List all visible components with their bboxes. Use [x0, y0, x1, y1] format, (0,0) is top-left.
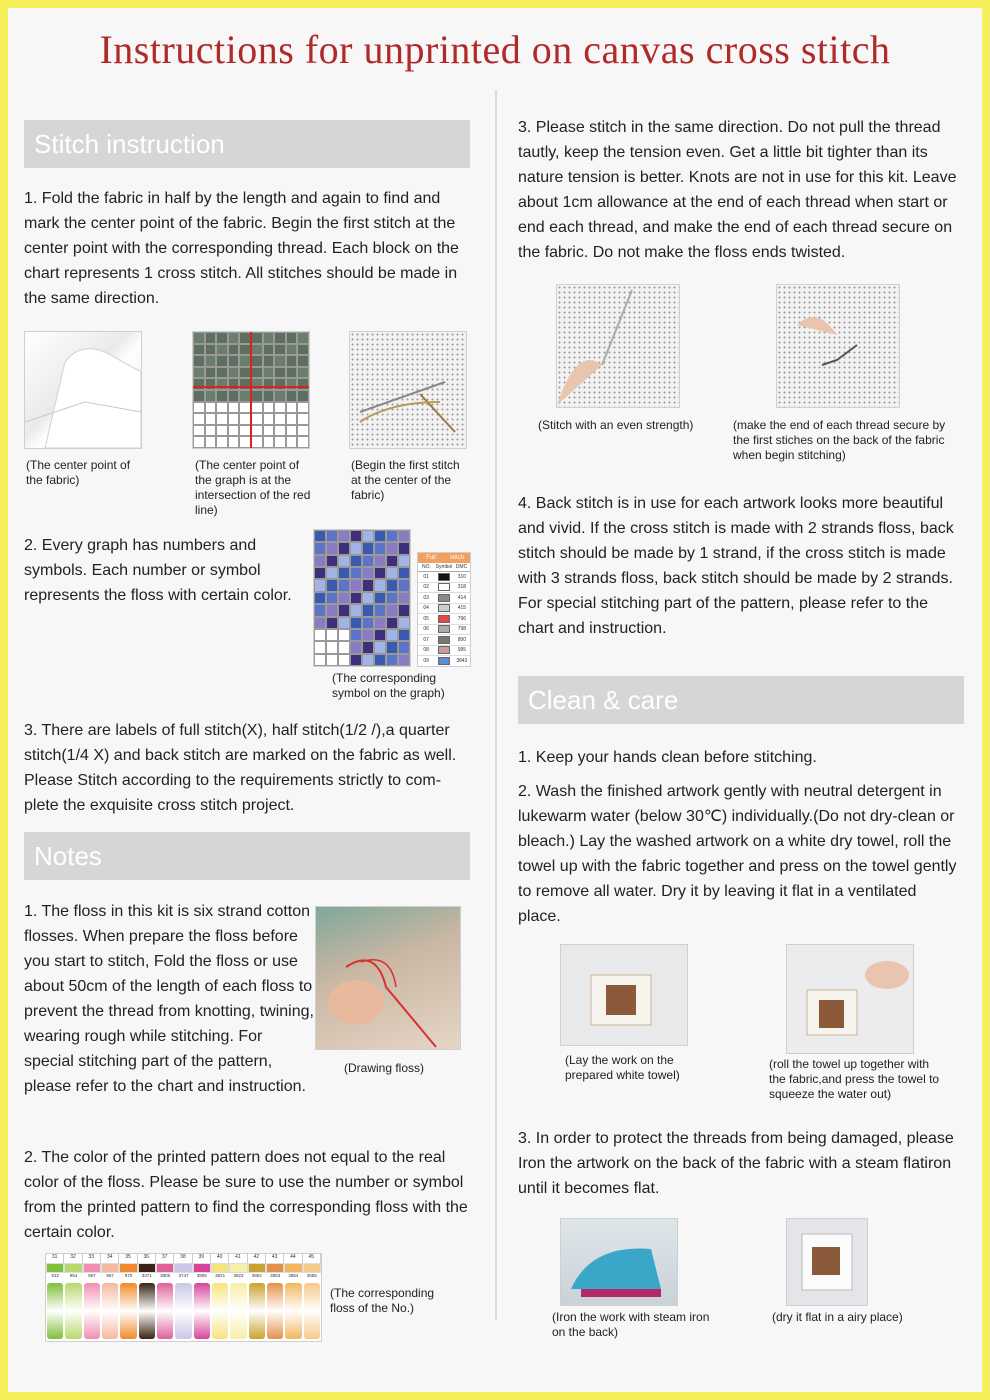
floss-dmc-number: 3821: [215, 1273, 226, 1278]
floss-dmc-number: 957: [88, 1273, 96, 1278]
symbol-cell: [386, 617, 398, 629]
table-header-full: Full: [426, 555, 436, 561]
row-dmc: 414: [457, 594, 467, 601]
dry-flat-image: [786, 1218, 868, 1306]
symbol-cell: [326, 567, 338, 579]
caption-center-graph: (The center point of the graph is at the intersection of the red line): [195, 458, 311, 517]
symbol-cell: [338, 592, 350, 604]
folded-fabric-image: [24, 331, 142, 449]
symbol-cell: [362, 641, 374, 653]
floss-swatch: [83, 1263, 101, 1273]
row-number: 01: [423, 573, 429, 580]
symbol-graph-image: [313, 529, 411, 667]
roll-towel-drawing: [787, 945, 913, 1053]
floss-skein: [212, 1283, 228, 1339]
floss-swatch: [211, 1263, 229, 1273]
symbol-cell: [350, 641, 362, 653]
symbol-cell: [398, 604, 410, 616]
symbol-table-row: [418, 646, 470, 657]
symbol-table-row: [418, 625, 470, 636]
symbol-table-header: [418, 553, 470, 563]
row-symbol-swatch: [438, 604, 450, 612]
floss-dmc-number: 3823: [233, 1273, 244, 1278]
symbol-table-row: [418, 635, 470, 646]
floss-skein: [304, 1283, 320, 1339]
floss-dmc-number: 3371: [141, 1273, 152, 1278]
symbol-cell: [362, 617, 374, 629]
symbol-cell: [338, 654, 350, 666]
row-symbol-swatch: [438, 657, 450, 665]
floss-dmc-number: 3806: [160, 1273, 171, 1278]
floss-skein: [175, 1283, 191, 1339]
symbol-cell: [398, 654, 410, 666]
row-dmc: 796: [457, 615, 467, 622]
symbol-cell: [314, 592, 326, 604]
symbol-cell: [386, 641, 398, 653]
symbol-cell: [398, 579, 410, 591]
symbol-cell: [362, 604, 374, 616]
lay-towel-drawing: [561, 945, 687, 1045]
clean-paragraph-2: 2. Wash the finished artwork gently with neutral detergent in lukewarm water (below 30℃) individually.(Do not dry-clean or bleach.) Lay the washed artwork on a white dry towel, roll the towel up with the fabric together and press on the towel gently to remove all water. Dry it by leaving it flat in a ventilated place.: [518, 783, 957, 925]
row-dmc: 800: [457, 636, 467, 643]
symbol-cell: [326, 604, 338, 616]
instruction-sheet: [8, 8, 982, 1392]
floss-dmc-number: 970: [124, 1273, 133, 1278]
row-symbol-swatch: [438, 636, 450, 644]
caption-center-fabric: (The center point of the fabric): [26, 458, 131, 487]
floss-number: 41: [229, 1254, 247, 1263]
caption-drawing-floss: (Drawing floss): [344, 1061, 425, 1075]
clean-paragraph-3: 3. In order to protect the threads from being damaged, please Iron the artwork on the back of the fabric with a steam flatiron until it becomes flat.: [518, 1130, 954, 1197]
symbol-cell: [386, 604, 398, 616]
row-number: 02: [423, 584, 429, 591]
symbol-grid: [314, 530, 410, 666]
floss-skein: [285, 1283, 301, 1339]
symbol-cell: [314, 629, 326, 641]
row-symbol-swatch: [438, 646, 450, 654]
page-title: Instructions for unprinted on canvas cross stitch: [99, 27, 891, 72]
floss-number: 40: [211, 1254, 229, 1263]
symbol-cell: [362, 567, 374, 579]
caption-iron: (Iron the work with steam iron on the back): [552, 1310, 710, 1339]
symbol-cell: [326, 530, 338, 542]
col-no: NO.: [422, 564, 431, 570]
floss-swatches-row: [46, 1263, 321, 1273]
floss-number: 38: [174, 1254, 192, 1263]
caption-roll-towel: (roll the towel up together with the fabric,and press the towel to squeeze the water out): [769, 1057, 940, 1101]
symbol-cell: [386, 567, 398, 579]
floss-numbers-row: [46, 1254, 321, 1263]
symbol-table-row: [418, 583, 470, 594]
symbol-cell: [350, 617, 362, 629]
symbol-cell: [326, 579, 338, 591]
row-number: 09: [423, 657, 429, 664]
symbol-cell: [326, 592, 338, 604]
floss-skein: [157, 1283, 173, 1339]
symbol-cell: [314, 542, 326, 554]
symbol-cell: [398, 542, 410, 554]
row-number: 05: [423, 615, 429, 622]
clean-paragraph-1: 1. Keep your hands clean before stitching.: [518, 749, 817, 766]
row-dmc: 310: [457, 573, 467, 580]
floss-dmc-number: 912: [51, 1273, 59, 1278]
symbol-cell: [386, 542, 398, 554]
floss-dmc-number: 3852: [251, 1273, 262, 1278]
floss-dmc-number: 967: [106, 1273, 114, 1278]
floss-dmc-row: [46, 1273, 321, 1281]
symbol-cell: [326, 629, 338, 641]
floss-dmc-number: 3805: [196, 1273, 207, 1278]
symbol-cell: [374, 629, 386, 641]
floss-skeins-row: [46, 1281, 321, 1341]
symbol-cell: [314, 567, 326, 579]
row-symbol-swatch: [438, 583, 450, 591]
symbol-cell: [326, 617, 338, 629]
floss-dmc-number: 3747: [178, 1273, 189, 1278]
symbol-cell: [338, 530, 350, 542]
floss-number: 32: [64, 1254, 82, 1263]
symbol-cell: [314, 617, 326, 629]
floss-number: 43: [266, 1254, 284, 1263]
notes-paragraph-2: 2. The color of the printed pattern does not equal to the real color of the floss. Please be sure to use the number or symbol from the printed pattern to find the corresponding floss with the certain color.: [24, 1149, 468, 1241]
col-dmc: DMC: [455, 564, 468, 570]
symbol-table-row: [418, 667, 470, 668]
floss-number: 39: [193, 1254, 211, 1263]
notes-paragraph-1: 1. The floss in this kit is six strand cotton flosses. When prepare the floss before you start to stitch, Fold the floss or use about 50cm of the length of each floss to prevent the thread from knotting, twining, wearing rough while stitching. For special stitching part of the pattern, please refer to the chart and instruction.: [24, 903, 314, 1095]
column-divider: [495, 90, 497, 1320]
notes-header: Notes: [24, 832, 470, 880]
symbol-cell: [362, 530, 374, 542]
row-number: 03: [423, 594, 429, 601]
symbol-cell: [374, 617, 386, 629]
red-center-lines: [193, 332, 309, 448]
symbol-cell: [350, 579, 362, 591]
symbol-cell: [338, 641, 350, 653]
floss-swatch: [174, 1263, 192, 1273]
row-number: 07: [423, 636, 429, 643]
symbol-cell: [398, 617, 410, 629]
row-symbol-swatch: [438, 615, 450, 623]
caption-thread-secure: (make the end of each thread secure by the first stiches on the back of the fabric when begin stitching): [733, 418, 946, 462]
symbol-cell: [386, 530, 398, 542]
symbol-cell: [338, 555, 350, 567]
symbol-cell: [398, 555, 410, 567]
symbol-cell: [362, 654, 374, 666]
stitch-instruction-header: Stitch instruction: [24, 120, 470, 168]
floss-skein: [84, 1283, 100, 1339]
floss-dmc-number: 3854: [288, 1273, 299, 1278]
symbol-cell: [374, 592, 386, 604]
symbol-cell: [398, 567, 410, 579]
symbol-cell: [338, 567, 350, 579]
floss-skein: [267, 1283, 283, 1339]
floss-swatch: [229, 1263, 247, 1273]
symbol-cell: [362, 579, 374, 591]
symbol-cell: [374, 530, 386, 542]
symbol-cell: [362, 629, 374, 641]
symbol-cell: [350, 604, 362, 616]
symbol-cell: [374, 567, 386, 579]
row-symbol-swatch: [438, 625, 450, 633]
symbol-cell: [386, 629, 398, 641]
symbol-cell: [314, 654, 326, 666]
symbol-table-row: [418, 614, 470, 625]
stitch-paragraph-r4: 4. Back stitch is in use for each artwork looks more beautiful and vivid. If the cross stitch is made with 2 strands floss, back stitch should be made by 1 strand, if the cross stitch is made with 3 strands floss, back stitch should be made by 2 strands. For special stitching part of the pattern, please refer to the chart and instruction.: [518, 495, 954, 637]
dry-flat-drawing: [787, 1219, 867, 1305]
symbol-cell: [398, 592, 410, 604]
floss-swatch: [138, 1263, 156, 1273]
folded-fabric-drawing: [25, 332, 141, 448]
symbol-table-columns: [418, 563, 470, 572]
floss-number-chart: [45, 1253, 322, 1342]
symbol-cell: [362, 555, 374, 567]
symbol-cell: [362, 542, 374, 554]
caption-dry-flat: (dry it flat in a airy place): [772, 1310, 903, 1324]
caption-lay-towel: (Lay the work on the prepared white towel): [565, 1053, 680, 1082]
row-symbol-swatch: [438, 573, 450, 581]
floss-number: 36: [138, 1254, 156, 1263]
clean-care-header: Clean & care: [518, 676, 964, 724]
row-number: 06: [423, 626, 429, 633]
floss-number: 31: [46, 1254, 64, 1263]
symbol-cell: [362, 592, 374, 604]
caption-floss-no: (The corresponding floss of the No.): [330, 1286, 435, 1315]
symbol-cell: [326, 555, 338, 567]
symbol-table-row: [418, 604, 470, 615]
floss-dmc-number: 3853: [270, 1273, 281, 1278]
symbol-cell: [338, 579, 350, 591]
floss-swatch: [156, 1263, 174, 1273]
floss-skein: [102, 1283, 118, 1339]
drawing-floss-image: [315, 906, 461, 1050]
symbol-cell: [374, 579, 386, 591]
col-symbol: Symbol: [435, 564, 453, 570]
floss-skein: [120, 1283, 136, 1339]
symbol-cell: [398, 629, 410, 641]
floss-swatch: [303, 1263, 321, 1273]
floss-number: 33: [83, 1254, 101, 1263]
floss-number: 42: [248, 1254, 266, 1263]
row-symbol-swatch: [438, 594, 450, 602]
floss-number: 45: [303, 1254, 321, 1263]
symbol-table: [417, 552, 471, 667]
symbol-cell: [314, 579, 326, 591]
symbol-cell: [314, 555, 326, 567]
symbol-cell: [398, 530, 410, 542]
floss-number: 35: [119, 1254, 137, 1263]
symbol-cell: [350, 654, 362, 666]
floss-swatch: [284, 1263, 302, 1273]
floss-skein: [230, 1283, 246, 1339]
floss-dmc-number: 3855: [306, 1273, 317, 1278]
floss-swatch: [101, 1263, 119, 1273]
symbol-cell: [386, 592, 398, 604]
floss-number: 37: [156, 1254, 174, 1263]
symbol-cell: [374, 555, 386, 567]
symbol-cell: [374, 641, 386, 653]
floss-swatch: [248, 1263, 266, 1273]
floss-skein: [47, 1283, 63, 1339]
even-strength-drawing: [557, 285, 679, 407]
row-dmc: 415: [457, 605, 467, 612]
symbol-cell: [338, 542, 350, 554]
symbol-cell: [350, 530, 362, 542]
symbol-cell: [386, 579, 398, 591]
floss-swatch: [46, 1263, 64, 1273]
row-dmc: 798: [457, 626, 467, 633]
floss-skein: [65, 1283, 81, 1339]
symbol-cell: [338, 617, 350, 629]
caption-begin-stitch: (Begin the first stitch at the center of the fabric): [351, 458, 460, 502]
lay-towel-image: [560, 944, 688, 1046]
symbol-table-rows: [418, 572, 470, 667]
floss-skein: [249, 1283, 265, 1339]
symbol-cell: [374, 604, 386, 616]
row-number: 04: [423, 605, 429, 612]
floss-hand-drawing: [316, 907, 460, 1049]
symbol-cell: [350, 567, 362, 579]
row-dmc: 3843: [456, 657, 468, 664]
symbol-cell: [314, 604, 326, 616]
iron-image: [560, 1218, 678, 1306]
table-header-stitch: stitch: [449, 555, 464, 561]
stitch-paragraph-2: 2. Every graph has numbers and symbols. Each number or symbol represents the floss with certain color.: [24, 537, 292, 604]
symbol-cell: [374, 654, 386, 666]
symbol-table-row: [418, 572, 470, 583]
symbol-cell: [326, 641, 338, 653]
even-strength-image: [556, 284, 680, 408]
symbol-cell: [350, 555, 362, 567]
floss-skein: [194, 1283, 210, 1339]
floss-number: 44: [284, 1254, 302, 1263]
floss-swatch: [119, 1263, 137, 1273]
symbol-cell: [374, 542, 386, 554]
symbol-cell: [386, 654, 398, 666]
symbol-table-row: [418, 593, 470, 604]
symbol-cell: [338, 604, 350, 616]
caption-symbol: (The corresponding symbol on the graph): [332, 671, 445, 700]
thread-secure-image: [776, 284, 900, 408]
stitch-paragraph-1: 1. Fold the fabric in half by the length and again to find and mark the center point of the fabric. Begin the first stitch at the center point with the corresponding thread. Each block on the chart represents 1 cross stitch. All stitches should be made in the same direction.: [24, 190, 459, 307]
stitch-paragraph-3: 3. There are labels of full stitch(X), half stitch(1/2 /),a quarter stitch(1/4 X) and back stitch are marked on the fabric as well. Please Stitch according to the requirements strictly to com-plete the exquisite cross stitch project.: [24, 722, 457, 814]
row-number: 08: [423, 647, 429, 654]
floss-swatch: [64, 1263, 82, 1273]
needle-drawing: [350, 332, 466, 448]
roll-towel-image: [786, 944, 914, 1054]
thread-secure-drawing: [777, 285, 899, 407]
floss-swatch: [193, 1263, 211, 1273]
row-dmc: 318: [457, 584, 467, 591]
symbol-cell: [350, 629, 362, 641]
stitch-paragraph-r3: 3. Please stitch in the same direction. Do not pull the thread tautly, keep the tension even. Get a little bit tighter than its nature tension is better. Knots are not in use for this kit. Leave about 1cm allowance at the end of each thread when start or end each thread, and make the end of each thread secure on the fabric. Do not make the floss ends twisted.: [518, 119, 957, 261]
iron-drawing: [561, 1219, 677, 1305]
symbol-cell: [398, 641, 410, 653]
symbol-cell: [314, 530, 326, 542]
floss-skein: [139, 1283, 155, 1339]
center-graph-image: [192, 331, 310, 449]
floss-dmc-number: 954: [69, 1273, 78, 1278]
symbol-table-row: [418, 656, 470, 667]
row-dmc: 995: [457, 647, 467, 654]
symbol-cell: [350, 542, 362, 554]
first-stitch-image: [349, 331, 467, 449]
symbol-cell: [326, 654, 338, 666]
caption-even-strength: (Stitch with an even strength): [538, 418, 694, 432]
floss-number: 34: [101, 1254, 119, 1263]
symbol-cell: [314, 641, 326, 653]
symbol-cell: [338, 629, 350, 641]
symbol-cell: [386, 555, 398, 567]
symbol-cell: [326, 542, 338, 554]
symbol-cell: [350, 592, 362, 604]
floss-swatch: [266, 1263, 284, 1273]
